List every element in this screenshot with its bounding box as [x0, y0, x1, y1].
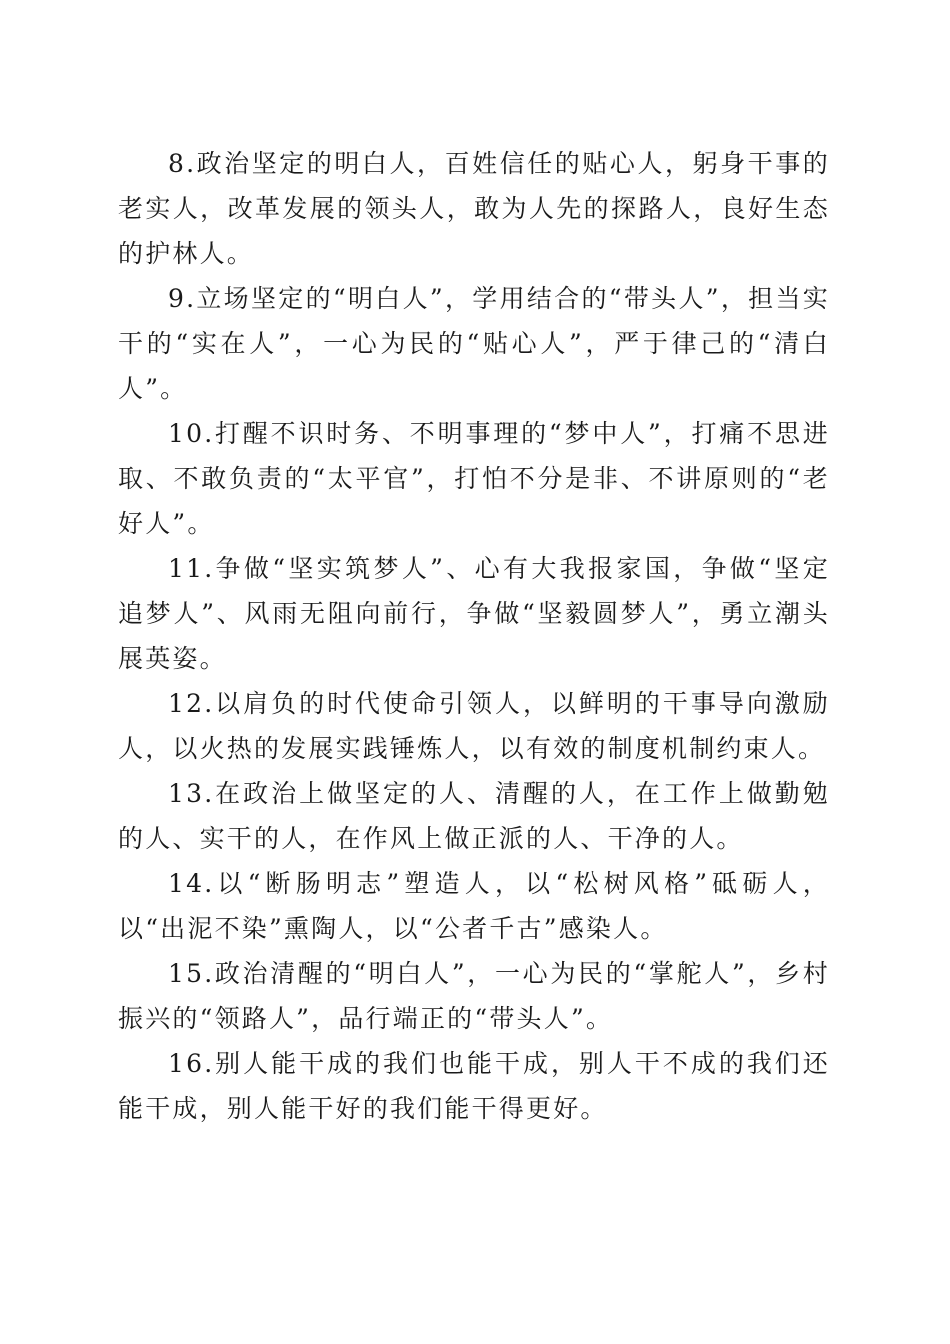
paragraph-9: 9.立场坚定的“明白人”，学用结合的“带头人”，担当实干的“实在人”，一心为民的“贴心人”，严于律己的“清白人”。	[118, 284, 830, 403]
paragraph-12: 12.以肩负的时代使命引领人，以鲜明的干事导向激励人，以火热的发展实践锤炼人，以有效的制度机制约束人。	[118, 689, 830, 763]
paragraph-13: 13.在政治上做坚定的人、清醒的人，在工作上做勤勉的人、实干的人，在作风上做正派的人、干净的人。	[118, 779, 830, 853]
paragraph-11: 11.争做“坚实筑梦人”、心有大我报家国，争做“坚定追梦人”、风雨无阻向前行，争做“坚毅圆梦人”，勇立潮头展英姿。	[118, 554, 830, 673]
paragraph-10: 10.打醒不识时务、不明事理的“梦中人”，打痛不思进取、不敢负责的“太平官”，打怕不分是非、不讲原则的“老好人”。	[118, 419, 830, 538]
paragraph-8: 8.政治坚定的明白人，百姓信任的贴心人，躬身干事的老实人，改革发展的领头人，敢为人先的探路人，良好生态的护林人。	[118, 149, 830, 268]
paragraph-16: 16.别人能干成的我们也能干成，别人干不成的我们还能干成，别人能干好的我们能干得更好。	[118, 1049, 830, 1123]
paragraph-15: 15.政治清醒的“明白人”，一心为民的“掌舵人”，乡村振兴的“领路人”，品行端正的“带头人”。	[118, 959, 830, 1033]
paragraph-14: 14.以“断肠明志”塑造人，以“松树风格”砥砺人，以“出泥不染”熏陶人，以“公者千古”感染人。	[118, 869, 830, 943]
document-body	[118, 141, 830, 1131]
